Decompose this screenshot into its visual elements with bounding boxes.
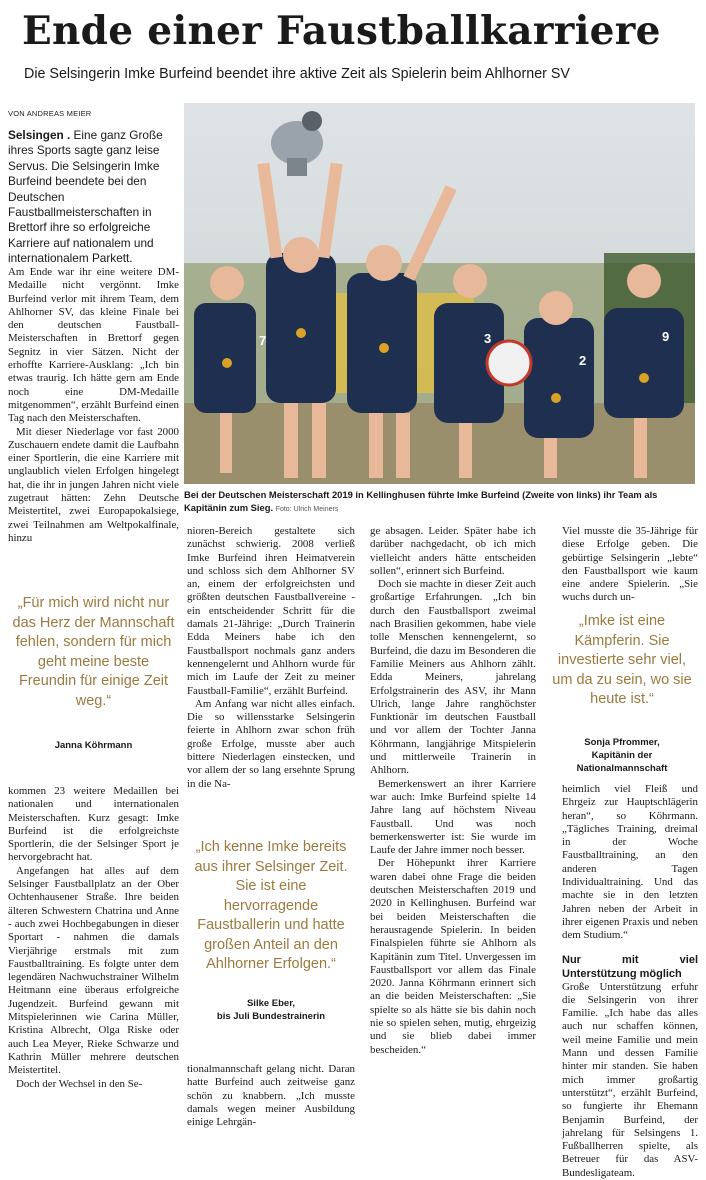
subheadline: Die Selsingerin Imke Burfeind beendet ihre aktive Zeit als Spielerin beim Ahlhorner SV bbox=[24, 66, 570, 82]
paragraph: Am Anfang war nicht alles einfach. Die so willensstarke Selsingerin feierte in Ahlhorn zwar schon früh große Erfolge, musste aber auch bittere Niederlagen einstecken, und vor allem der so lang ersehnte Sprung in die Na- bbox=[187, 697, 355, 790]
headline: Ende einer Faustballkarriere bbox=[22, 8, 661, 54]
paragraph: Große Unterstützung erfuhr die Selsingerin von ihrer Familie. „Ich habe das alles auch nur schaffen können, weil meine Familie und mein Mann und dessen Familie hinter mir standen. Sie haben mich immer großartig unterstützt“, erzählt Burfeind, so fungierte ihr Ehemann Benjamin Burfeind, der jahrelang für Selsingens 1. Fußballherren spielte, als Betreuer für das ASV-Bundesligateam. bbox=[562, 980, 698, 1179]
quote-role: Kapitänin der Nationalmannschaft bbox=[576, 749, 668, 774]
paragraph: Angefangen hat alles auf dem Selsinger Faustballplatz an der Ober Ochtenhausener Straße. Ihre beiden älteren Schwestern Chatrina und Anne - auch zwei Hochbegabungen in dieser Sportart - nahmen die damals Vierjährige erstmals mit zum Faustballtraining. Es folgte unter dem legendären Nachwuchstrainer Wilhelm Heitmann eine überaus erfolgreiche Jugendzeit. Burfeind gewann mit Mitspielerinnen wie Carina Müller, Kristina Albrecht, Olga Riske oder auch Lea Meyer, Rieke Schwarze und Kathrin Müller mehrere deutschen Meistertitel. bbox=[8, 864, 179, 1077]
paragraph: heimlich viel Fleiß und Ehrgeiz zur Hauptschlägerin heran“, so Köhrmann. „Tägliches Training, dreimal in der Woche Faustballtraining, an den anderen Tagen Individualtraining. Und das machte sie in den letzten Jahren neben der Arbeit in ihrer eigenen Praxis und neben dem Studium.“ bbox=[562, 783, 698, 942]
column-4-bottom bbox=[562, 783, 698, 1180]
jersey-number: 2 bbox=[579, 353, 587, 368]
jersey-number: 3 bbox=[484, 331, 492, 346]
pull-quote-3 bbox=[546, 612, 698, 775]
paragraph: Bemerkenswert an ihrer Karriere war auch: Imke Burfeind spielte 14 Jahre lang auf höchstem Niveau Faustball. Und was noch bemerkenswerter ist: Sie wurde im Laufe der Jahre immer noch besser. bbox=[370, 777, 536, 857]
quote-author: Janna Köhrmann bbox=[54, 740, 133, 751]
jersey-number: 7 bbox=[259, 333, 267, 348]
column-1-top bbox=[8, 266, 179, 545]
quote-author: Sonja Pfrommer, bbox=[584, 736, 660, 748]
caption-text: Bei der Deutschen Meisterschaft 2019 in Kellinghusen führte Imke Burfeind (Zweite von links) ihr Team als Kapitänin zum Sieg. bbox=[184, 489, 658, 513]
paragraph: kommen 23 weitere Medaillen bei nationalen und internationalen Meisterschaften. Kurz gesagt: Imke Burfeind ist die erfolgreichste Sportlerin, die der Selsinger Sport je hervorgebracht hat. bbox=[8, 785, 179, 864]
column-1-bottom bbox=[8, 785, 179, 1091]
column-3 bbox=[370, 525, 536, 1057]
quote-text: „Für mich wird nicht nur das Herz der Mannschaft fehlen, sondern für mich geht meine beste Freundin für einige Zeit weg.“ bbox=[12, 595, 175, 709]
column-2-bottom bbox=[187, 1063, 355, 1129]
quote-role: bis Juli Bundestrainerin bbox=[216, 1010, 326, 1022]
paragraph: Mit dieser Niederlage vor fast 2000 Zuschauern endete damit die Laufbahn einer Sportlerin, die eine Karriere mit unglaublich vielen Erfolgen hingelegt hat, die ihr in jungen Jahren nicht viele zugetraut hätten: Zehn Deutsche Meistertitel, zwei Europapokalsiege, zwei Teilnahmen am Weltpokalfinale, hinzu bbox=[8, 425, 179, 544]
jersey-number: 9 bbox=[662, 329, 670, 344]
photo-credit: Foto: Ulrich Meiners bbox=[275, 505, 339, 513]
paragraph: Der Höhepunkt ihrer Karriere waren dabei ohne Frage die beiden deutschen Meisterschaften 2019 und 2020 in Kellinghusen. Burfeind war bei beiden Meisterschaften die herausragende Spielerin. In beiden Finalspielen führte sie Ahlhorn als Kapitänin zum Titel. Unvergessen im Faustballsport vor allem das Finale 2020. Janna Köhrmann erinnert sich an die beiden Meisterschaften: „Sie spielte so als hätte sie bis dahin noch nie so spielen sehen, mutig, ehrgeizig und sie blieb dabei immer bescheiden.“ bbox=[370, 857, 536, 1056]
paragraph: Doch der Wechsel in den Se- bbox=[16, 1077, 143, 1090]
paragraph: Viel musste die 35-Jährige für diese Erfolge geben. Die gebürtige Selsingerin „lebte“ den Faustballsport wie kaum eine andere Spielerin. „Sie wuchs durch un- bbox=[562, 525, 698, 604]
paragraph: Doch sie machte in dieser Zeit auch großartige Erfahrungen. „Ich bin durch den Faustballsport zweimal nach Brasilien gekommen, habe viele tolle Menschen kennengelernt, so Burfeind, die dazu im Besonderen die Familie Meiners aus Ahlhorn zählt. Edda Meiners, jahrelang Erfolgstrainerin des ASV, ihr Mann Ulrich, lange Jahre ranghöchster Funktionär im deutschen Faustball und vor allem der Tochter Janna Köhrmann, langjährige Mitspielerin und mittlerweile Trainerin in Ahlhorn. bbox=[370, 578, 536, 777]
team-celebration-image bbox=[184, 103, 695, 484]
paragraph: tionalmannschaft gelang nicht. Daran hatte Burfeind auch zeitweise ganz schön zu knabbern. „Ich musste damals wegen meiner Ausbildung einige Lehrgän- bbox=[187, 1063, 355, 1129]
quote-text: „Imke ist eine Kämpferin. Sie investierte sehr viel, um da zu sein, wo sie heute ist.“ bbox=[552, 613, 692, 707]
section-subheading: Nur mit viel Unterstützung möglich bbox=[562, 953, 698, 980]
paragraph: Am Ende war ihr eine weitere DM-Medaille nicht vergönnt. Imke Burfeind verlor mit ihrem Team, dem Ahlhorner SV, das kleine Finale bei den deutschen Faustball-Meisterschaften in Brettorf gegen Segnitz in vier Sätzen. Nicht der erhoffte Karriere-Ausklang: „Ich bin etwas traurig. Ich hätte gern am Ende noch eine DM-Medaille mitgenommen“, erzählt Burfeind einen Tag nach den Meisterschaften. bbox=[8, 266, 179, 425]
pull-quote-1 bbox=[8, 594, 179, 752]
paragraph: ge absagen. Leider. Später habe ich darüber nachgedacht, ob ich mich vielleicht anders hätte entscheiden sollen“, erinnert sich Burfeind. bbox=[370, 525, 536, 577]
quote-author: Silke Eber, bbox=[246, 997, 296, 1009]
paragraph: nioren-Bereich gestaltete sich zunächst schwierig. 2008 verließ Imke Burfeind ihren Heimatverein und schloss sich dem Ahlhorner SV an, einem der erfolgreichsten und größten deutschen Faustballvereine - ein entscheidender Schritt für die damals 21-Jährige: „Durch Trainerin Edda Meiners habe ich den Faustballsport nochmals ganz anders kennengelernt und Ahlhorn wurde für mich im Laufe der Zeit zu meiner Faustball-Familie“, erzählt Burfeind. bbox=[187, 525, 355, 697]
lead-paragraph bbox=[8, 128, 178, 267]
quote-text: „Ich kenne Imke bereits aus ihrer Selsinger Zeit. Sie ist eine hervorragende Faustballerin und hatte großen Anteil an den Ahlhorner Erfolgen.“ bbox=[194, 839, 348, 972]
column-2-top bbox=[187, 525, 355, 791]
lead-place: Selsingen . bbox=[8, 128, 71, 142]
column-4-top bbox=[562, 525, 698, 605]
team-photo bbox=[184, 103, 695, 484]
photo-caption bbox=[184, 489, 695, 516]
pull-quote-2 bbox=[187, 838, 355, 1023]
byline: VON ANDREAS MEIER bbox=[8, 109, 92, 118]
lead-text: Eine ganz Große ihres Sports sagte ganz leise Servus. Die Selsingerin Imke Burfeind beendete bei den Deutschen Faustballmeisterschaften in Brettorf ihre so erfolgreiche Karriere auf nationalem und internationalem Parkett. bbox=[8, 128, 163, 266]
